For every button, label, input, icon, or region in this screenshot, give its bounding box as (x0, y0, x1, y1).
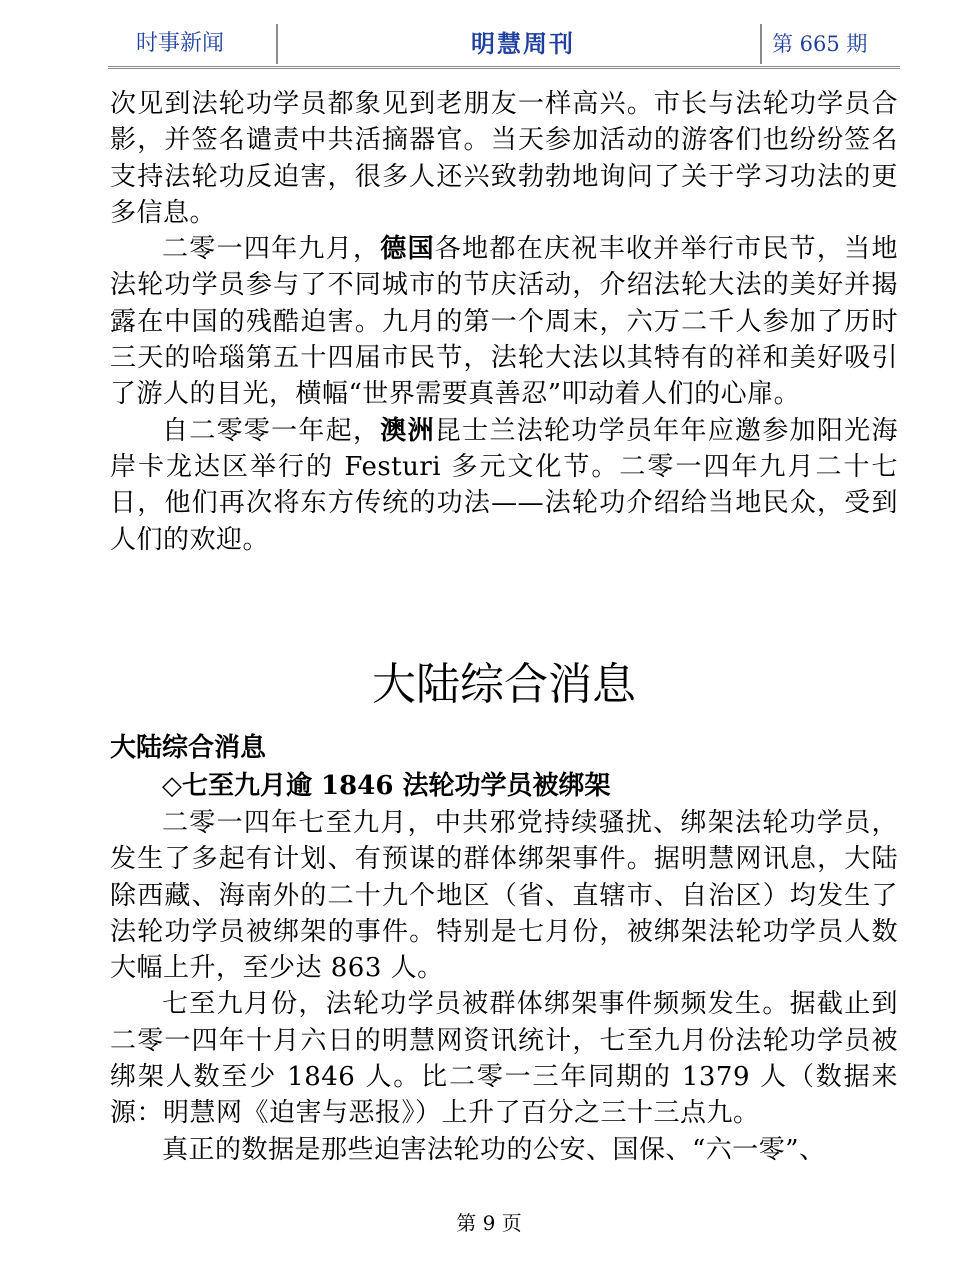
country-highlight: 德国 (380, 234, 435, 265)
article-continuation (110, 86, 898, 558)
header-publication-title: 明慧周刊 (471, 29, 575, 58)
paragraph-lead: 二零一四年九月， (162, 234, 381, 265)
paragraph: 七至九月份，法轮功学员被群体绑架事件频频发生。据截止到二零一四年十月六日的明慧网资讯统计，七至九月份法轮功学员被绑架人数至少 1846 人。比二零一三年同期的 1379 人（数据来源：明慧网《迫害与恶报》）上升了百分之三十三点九。 (110, 989, 898, 1129)
header-issue-number: 第 665 期 (760, 24, 912, 64)
article-headline: ◇七至九月逾 1846 法轮功学员被绑架 (162, 771, 611, 801)
paragraph (110, 231, 898, 412)
paragraph-lead: 自二零零一年起， (162, 415, 381, 446)
mainland-news-section (110, 729, 898, 1168)
paragraph-rest: 昆士兰法轮功学员年年应邀参加阳光海岸卡龙达区举行的 Festuri 多元文化节。二零一四年九月二十七日，他们再次将东方传统的功法——法轮功介绍给当地民众，受到人们的欢迎。 (110, 415, 898, 555)
section-title: 大陆综合消息 (110, 733, 267, 763)
paragraph-rest: 各地都在庆祝丰收并举行市民节，当地法轮功学员参与了不同城市的节庆活动，介绍法轮大法的美好并揭露在中国的残酷迫害。九月的第一个周末，六万二千人参加了历时三天的哈瑙第五十四届市民节，法轮大法以其特有的祥和美好吸引了游人的目光，横幅“世界需要真善忍”叩动着人们的心扉。 (110, 234, 898, 410)
section-heading: 大陆综合消息 (372, 659, 636, 710)
paragraph: 真正的数据是那些迫害法轮功的公安、国保、“六一零”、 (162, 1134, 826, 1165)
page-header (108, 24, 900, 69)
page-number: 第 9 页 (456, 1211, 522, 1235)
paragraph (110, 413, 898, 558)
country-highlight: 澳洲 (380, 415, 435, 446)
paragraph: 二零一四年七至九月，中共邪党持续骚扰、绑架法轮功学员，发生了多起有计划、有预谋的群体绑架事件。据明慧网讯息，大陆除西藏、海南外的二十九个地区（省、直辖市、自治区）均发生了法轮功学员被绑架的事件。特别是七月份，被绑架法轮功学员人数大幅上升，至少达 863 人。 (110, 808, 898, 984)
header-section-label: 时事新闻 (108, 24, 278, 64)
paragraph: 次见到法轮功学员都象见到老朋友一样高兴。市长与法轮功学员合影，并签名谴责中共活摘器官。当天参加活动的游客们也纷纷签名支持法轮功反迫害，很多人还兴致勃勃地询问了关于学习功法的更多信息。 (110, 89, 898, 228)
